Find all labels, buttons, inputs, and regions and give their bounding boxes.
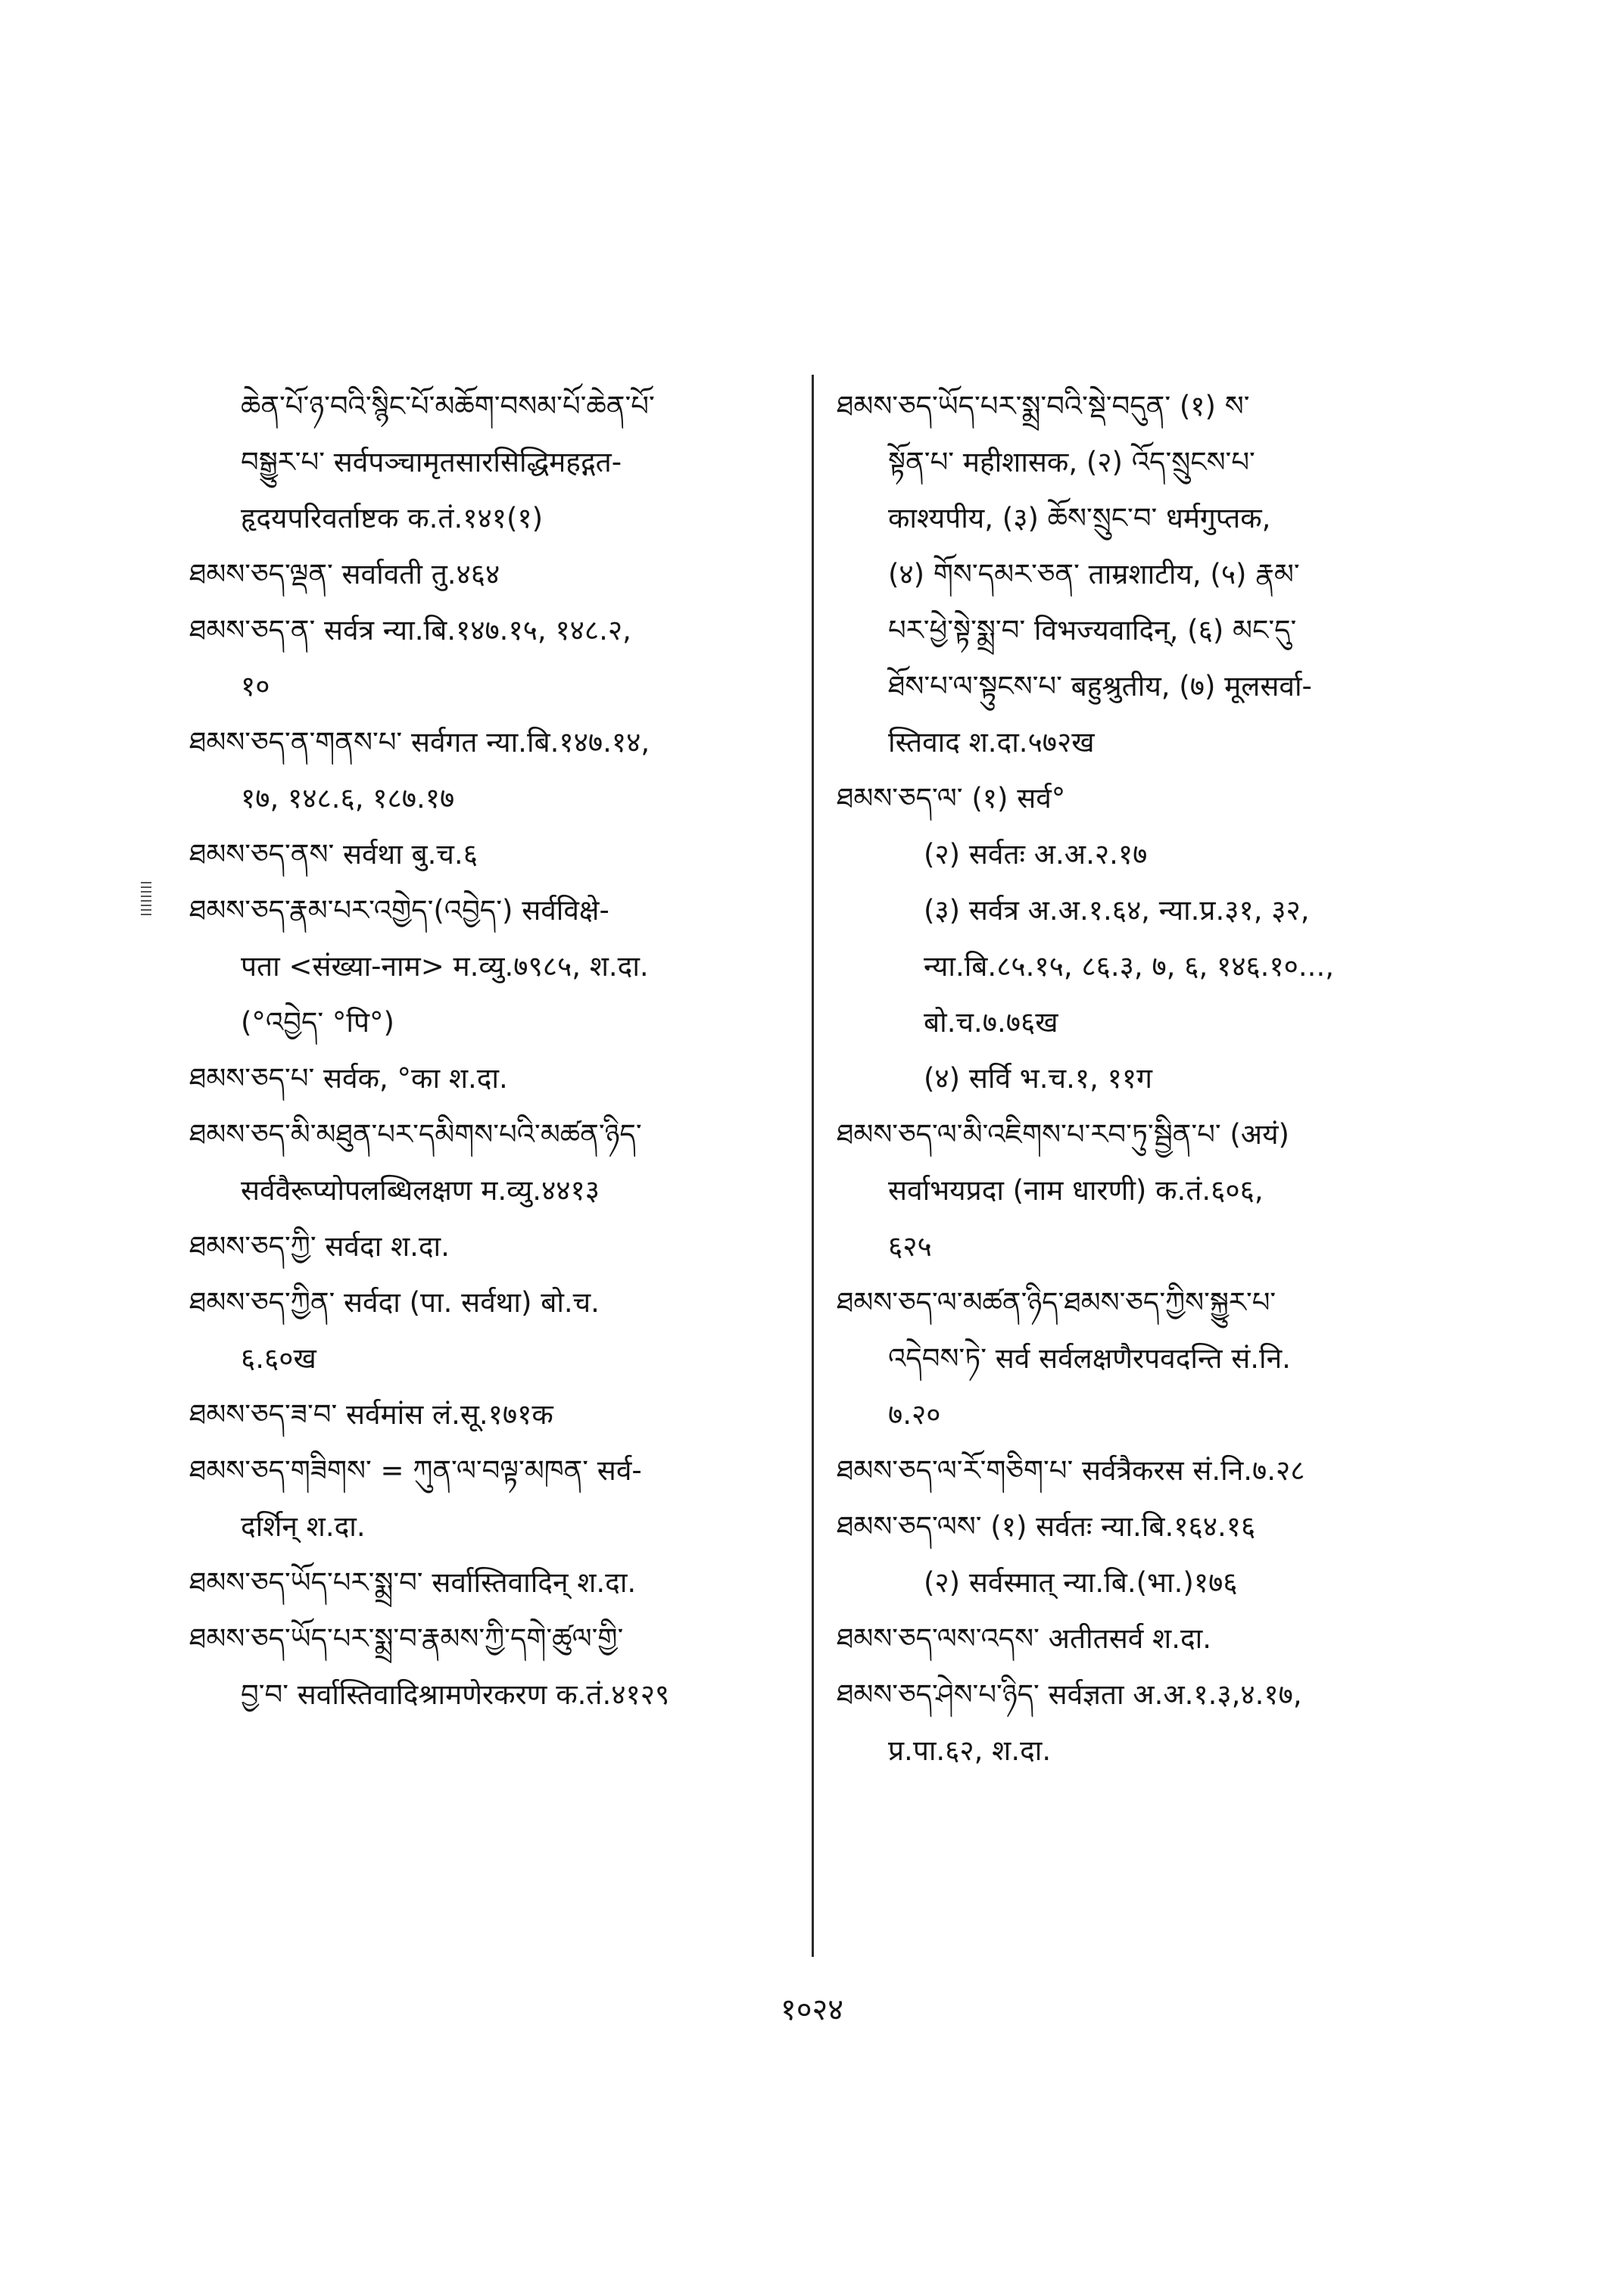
entry-line: ཐམས་ཅད་ལས་འདས་ अतीतसर्व श.दा.	[837, 1622, 1211, 1655]
column-divider	[812, 375, 814, 1957]
entry-line: ཐམས་ཅད་ན་ सर्वत्र न्या.बि.१४७.१५, १४८.२,	[189, 614, 631, 646]
entry-line: ཐམས་ཅད་ལ་རོ་གཅིག་པ་ सर्वत्रैकरस सं.नि.७.२८	[837, 1454, 1305, 1487]
left-column	[189, 379, 795, 1723]
entry-line: ཐམས་ཅད་ཡོད་པར་སྨྲ་བ་ सर्वास्तिवादिन् श.दा.	[189, 1566, 637, 1599]
entry-line: ཆེན་པོ་ཉ་བའི་སྙིང་པོ་མཆོག་བསམ་པོ་ཆེན་པོ་	[241, 390, 655, 422]
margin-mark	[141, 882, 151, 917]
entry-line: ཐམས་ཅད་ལྡན་ सर्वावती तु.४६४	[189, 558, 500, 590]
entry-line: ७.२०	[888, 1398, 941, 1431]
page-number: १०२४	[780, 1992, 844, 2027]
entry-line: पता <संख्या-नाम> म.व्यु.७९८५, श.दा.	[241, 950, 649, 983]
entry-line: (२) सर्वतः अ.अ.२.१७	[924, 838, 1148, 871]
entry-line: ཐམས་ཅད་གཟིགས་ = ཀུན་ལ་བལྟ་མཁན་ सर्व-	[189, 1454, 642, 1487]
entry-line: बो.च.७.७६ख	[924, 1006, 1058, 1039]
entry-line: (२) सर्वस्मात् न्या.बि.(भा.)१७६	[924, 1566, 1238, 1599]
entry-line: १७, १४८.६, १८७.१७	[241, 782, 455, 815]
entry-line: स्तिवाद श.दा.५७२ख	[888, 726, 1095, 759]
entry-line: १०	[241, 670, 270, 703]
entry-line: ཐམས་ཅད་ལ་མཚན་ཉིད་ཐམས་ཅད་ཀྱིས་སྐྱུར་པ་	[837, 1286, 1276, 1319]
entry-line: (°འབྱེད་ °पि°)	[241, 1006, 394, 1039]
entry-line: ཐམས་ཅད་ནས་ सर्वथा बु.च.६	[189, 838, 478, 871]
right-column	[837, 379, 1465, 1779]
entry-line: ཐམས་ཅད་ཀྱིན་ सर्वदा (पा. सर्वथा) बो.च.	[189, 1286, 600, 1319]
entry-line: ཐམས་ཅད་ཟ་བ་ सर्वमांस लं.सू.१७१क	[189, 1398, 553, 1431]
entry-line: ६२५	[888, 1230, 932, 1263]
entry-line: प्र.पा.६२, श.दा.	[888, 1734, 1052, 1767]
entry-line: ཐམས་ཅད་མི་མཐུན་པར་དམིགས་པའི་མཚན་ཉིད་	[189, 1118, 642, 1151]
entry-line: (४) सर्वि भ.च.१, ११ग	[924, 1062, 1152, 1095]
entry-line: ཐམས་ཅད་ན་གནས་པ་ सर्वगत न्या.बि.१४७.१४,	[189, 726, 650, 759]
entry-line: བྱ་བ་ सर्वास्तिवादिश्रामणेरकरण क.तं.४१२९	[241, 1678, 670, 1711]
entry-line: འདེབས་ཏེ་ सर्व सर्वलक्षणैरपवदन्ति सं.नि.	[888, 1342, 1291, 1375]
entry-line: པར་ཕྱེ་སྟེ་སྨྲ་བ་ विभज्यवादिन्, (६) མང་དུ་	[888, 614, 1297, 646]
entry-line: བསྒྱུར་པ་ सर्वपञ्चामृतसारसिद्धिमहद्गत-	[241, 446, 622, 478]
entry-line: दर्शिन् श.दा.	[241, 1510, 366, 1543]
entry-line: ཐོས་པ་ལ་སྟུངས་པ་ बहुश्रुतीय, (७) मूलसर्वा-	[888, 670, 1312, 703]
entry-line: हृदयपरिवर्ताष्टक क.तं.१४१(१)	[241, 502, 544, 534]
entry-line: न्या.बि.८५.१५, ८६.३, ७, ६, १४६.१०...,	[924, 950, 1334, 983]
entry-line: ཐམས་ཅད་ལས་ (१) सर्वतः न्या.बि.१६४.१६	[837, 1510, 1256, 1543]
entry-line: ཐམས་ཅད་ལ་མི་འཇིགས་པ་རབ་ཏུ་སྦྱིན་པ་ (अयं)	[837, 1118, 1289, 1151]
entry-line: སྟོན་པ་ महीशासक, (२) འོད་སྲུངས་པ་	[888, 446, 1255, 478]
entry-line: ཐམས་ཅད་རྣམ་པར་འགྱེད་(འབྱེད་) सर्वविक्षे-	[189, 894, 609, 927]
entry-line: ཐམས་ཅད་ཡོད་པར་སྨྲ་བའི་སྡེ་བདུན་ (१) ས་	[837, 390, 1250, 422]
entry-line: सर्वाभयप्रदा (नाम धारणी) क.तं.६०६,	[888, 1174, 1264, 1207]
entry-line: काश्यपीय, (३) ཆོས་སྲུང་བ་ धर्मगुप्तक,	[888, 502, 1271, 534]
entry-line: ཐམས་ཅད་ཀྱི་ सर्वदा श.दा.	[189, 1230, 450, 1263]
entry-line: ཐམས་ཅད་པ་ सर्वक, °का श.दा.	[189, 1062, 508, 1095]
entry-line: सर्ववैरूप्योपलब्धिलक्षण म.व्यु.४४१३	[241, 1174, 600, 1207]
entry-line: ཐམས་ཅད་ལ་ (१) सर्व°	[837, 782, 1066, 815]
entry-line: (३) सर्वत्र अ.अ.१.६४, न्या.प्र.३१, ३२,	[924, 894, 1310, 927]
entry-line: ६.६०ख	[241, 1342, 316, 1375]
entry-line: (४) གོས་དམར་ཅན་ ताम्रशाटीय, (५) རྣམ་	[888, 558, 1300, 590]
entry-line: ཐམས་ཅད་ཤེས་པ་ཉིད་ सर्वज्ञता अ.अ.१.३,४.१७,	[837, 1678, 1302, 1711]
entry-line: ཐམས་ཅད་ཡོད་པར་སྨྲ་བ་རྣམས་ཀྱི་དགེ་ཚུལ་གྱི་	[189, 1622, 624, 1655]
